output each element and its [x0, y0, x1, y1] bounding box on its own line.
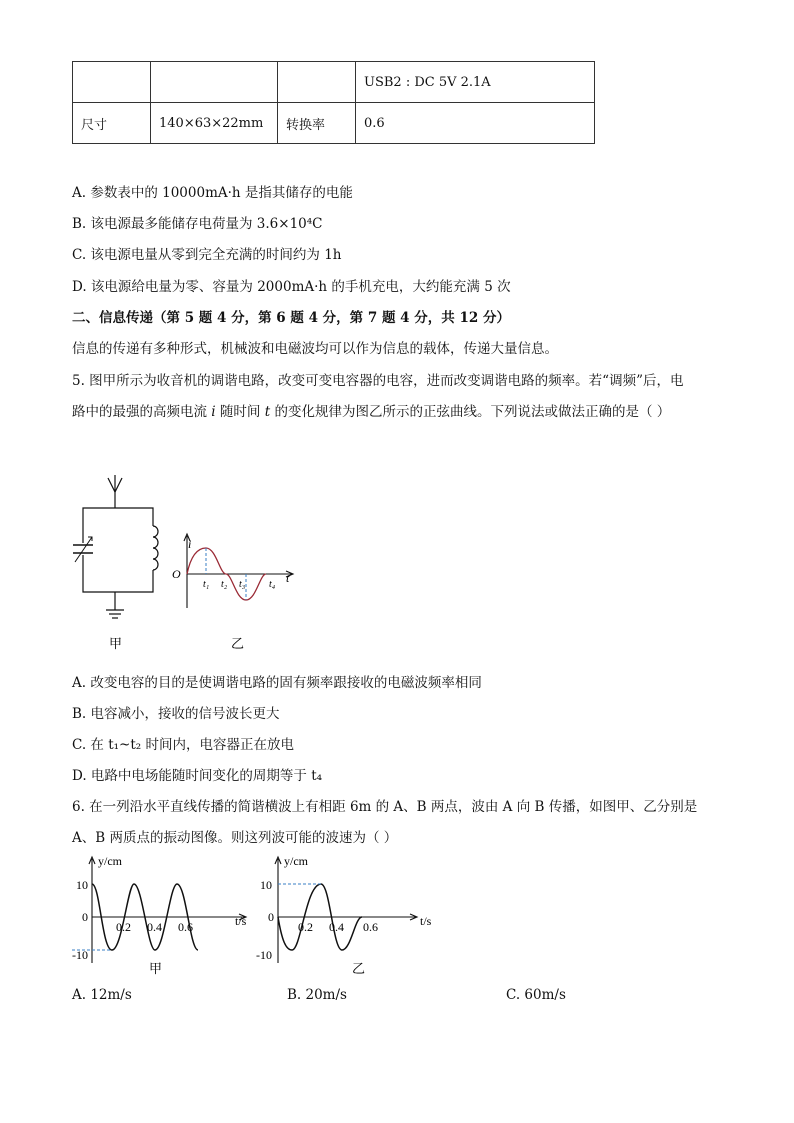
tick-label: 0.2 — [298, 920, 313, 934]
table-cell: 尺寸 — [73, 103, 151, 144]
q6-stem-line2: A、B 两质点的振动图像。则这列波可能的波速为（ ） — [72, 830, 398, 846]
table-row — [73, 62, 595, 103]
table-cell: USB2 : DC 5V 2.1A — [356, 62, 595, 103]
tick-label: 0.4 — [329, 920, 344, 934]
tick-label: 0.6 — [178, 920, 193, 934]
tick-label: -10 — [256, 948, 272, 962]
tick-label: t₄ — [269, 579, 276, 590]
axis-label-y: y/cm — [98, 854, 122, 868]
q4-option-b: B. 该电源最多能储存电荷量为 3.6×10⁴C — [72, 216, 323, 232]
section-heading: 二、信息传递（第 5 题 4 分，第 6 题 4 分，第 7 题 4 分，共 12 分） — [72, 310, 510, 326]
q5-option-a: A. 改变电容的目的是使调谐电路的固有频率跟接收的电磁波频率相同 — [72, 675, 482, 691]
q5-text: 随时间 — [215, 404, 265, 420]
q5-var-t: t — [264, 404, 271, 420]
tick-label: t₁ — [203, 579, 210, 590]
axis-label-x: t/s — [235, 914, 247, 928]
q5-stem-line1: 5. 图甲所示为收音机的调谐电路，改变可变电容器的电容，进而改变调谐电路的频率。若“调频”后，电 — [72, 373, 684, 389]
ground-icon — [106, 610, 124, 618]
vibration-graph-b — [256, 854, 432, 976]
q5-var-i: i — [211, 404, 216, 420]
tick-label: t₃ — [239, 579, 246, 590]
axis-label-t: t — [286, 571, 290, 585]
q6-stem-line1: 6. 在一列沿水平直线传播的简谐横波上有相距 6m 的 A、B 两点，波由 A 向 B 传播，如图甲、乙分别是 — [72, 799, 698, 815]
table-cell: 0.6 — [356, 103, 595, 144]
figure-label-jia: 甲 — [149, 961, 163, 976]
q5-text: 路中的最强的高频电流 — [72, 404, 212, 420]
tick-label: 0 — [82, 910, 88, 924]
figure-label-yi: 乙 — [231, 636, 245, 651]
q5-text: 的变化规律为图乙所示的正弦曲线。下列说法或做法正确的是（ ） — [270, 404, 671, 420]
table-cell: 转换率 — [278, 103, 356, 144]
q4-option-a: A. 参数表中的 10000mA·h 是指其储存的电能 — [72, 185, 353, 201]
q6-option-c: C. 60m/s — [506, 987, 566, 1003]
vibration-graph-a — [72, 854, 247, 976]
q4-option-d: D. 该电源给电量为零、容量为 2000mA·h 的手机充电，大约能充满 5 次 — [72, 279, 511, 295]
q5-option-b: B. 电容减小，接收的信号波长更大 — [72, 706, 280, 722]
q6-option-a: A. 12m/s — [72, 987, 132, 1003]
current-time-graph — [172, 534, 293, 608]
antenna-icon — [108, 475, 122, 508]
tick-label: 0.4 — [147, 920, 162, 934]
table-cell — [73, 62, 151, 103]
origin-label: O — [172, 567, 181, 581]
inductor-coil-icon — [148, 526, 160, 570]
q5-option-c: C. 在 t₁~t₂ 时间内，电容器正在放电 — [72, 737, 294, 753]
tuning-circuit — [83, 508, 153, 610]
axis-label-i: i — [188, 537, 192, 551]
tick-label: 0.6 — [363, 920, 378, 934]
table-row — [73, 103, 595, 144]
tick-label: 0.2 — [116, 920, 131, 934]
q5-stem-line2 — [72, 402, 670, 422]
tick-label: 10 — [76, 878, 88, 892]
tick-label: t₂ — [221, 579, 228, 590]
section-intro: 信息的传递有多种形式，机械波和电磁波均可以作为信息的载体，传递大量信息。 — [72, 341, 558, 357]
spec-table — [72, 61, 595, 144]
q5-figure — [70, 470, 310, 655]
q5-option-d: D. 电路中电场能随时间变化的周期等于 t₄ — [72, 768, 323, 784]
tick-label: 10 — [260, 878, 272, 892]
table-cell — [151, 62, 278, 103]
axis-label-x: t/s — [420, 914, 432, 928]
q6-figure — [70, 853, 440, 978]
axis-label-y: y/cm — [284, 854, 308, 868]
figure-label-yi: 乙 — [352, 961, 366, 976]
q4-option-c: C. 该电源电量从零到完全充满的时间约为 1h — [72, 247, 342, 263]
tick-label: 0 — [268, 910, 274, 924]
tick-label: -10 — [72, 948, 88, 962]
q6-option-b: B. 20m/s — [287, 987, 347, 1003]
table-cell: 140×63×22mm — [151, 103, 278, 144]
table-cell — [278, 62, 356, 103]
figure-label-jia: 甲 — [109, 636, 123, 651]
